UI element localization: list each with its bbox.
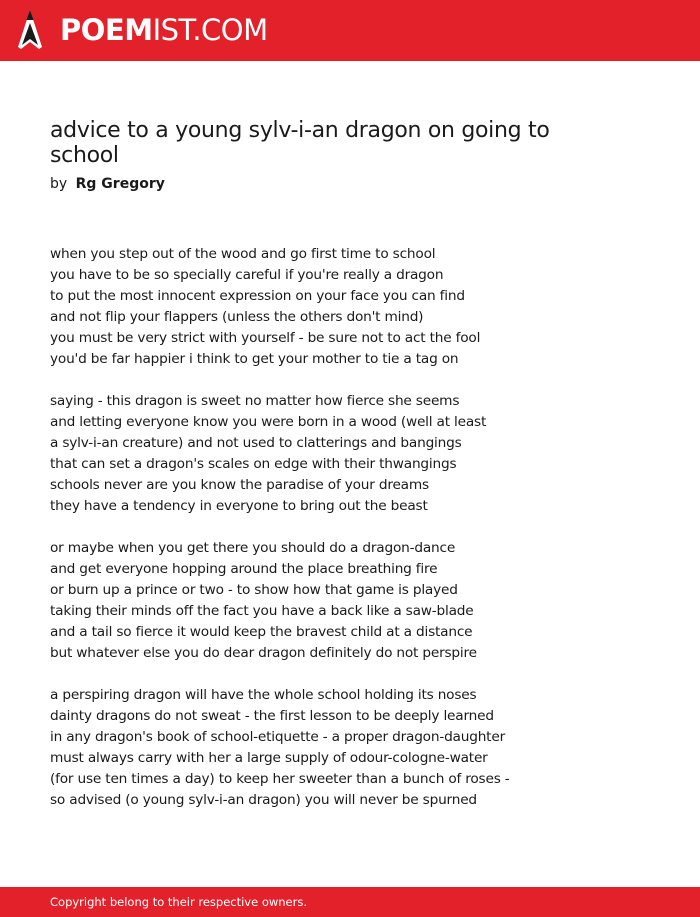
poem-line: in any dragon's book of school-etiquette - a proper dragon-daughter	[50, 729, 506, 745]
logo-text	[60, 9, 268, 51]
poem-line: a perspiring dragon will have the whole school holding its noses	[50, 687, 477, 703]
poem-line: or burn up a prince or two - to show how that game is played	[50, 582, 458, 598]
stanza	[50, 685, 670, 811]
poem-line: so advised (o young sylv-i-an dragon) you will never be spurned	[50, 792, 477, 808]
stanza	[50, 391, 670, 517]
poem-line: and not flip your flappers (unless the others don't mind)	[50, 309, 424, 325]
stanza	[50, 538, 670, 664]
poem-line: saying - this dragon is sweet no matter how fierce she seems	[50, 393, 460, 409]
site-footer	[0, 887, 700, 917]
poem-line: but whatever else you do dear dragon definitely do not perspire	[50, 645, 477, 661]
poem-line: and letting everyone know you were born in a wood (well at least	[50, 414, 487, 430]
copyright-text: Copyright belong to their respective owners.	[50, 895, 308, 909]
poem-line: you'd be far happier i think to get your mother to tie a tag on	[50, 351, 459, 367]
poem-line: a sylv-i-an creature) and not used to clatterings and bangings	[50, 435, 462, 451]
byline	[50, 175, 165, 193]
stanza	[50, 244, 670, 370]
poem-title: advice to a young sylv-i-an dragon on going to school	[50, 118, 550, 168]
pencil-tip-icon	[17, 9, 43, 51]
poem-line: and a tail so fierce it would keep the bravest child at a distance	[50, 624, 473, 640]
poem-line: that can set a dragon's scales on edge with their thwangings	[50, 456, 457, 472]
poem-line: schools never are you know the paradise of your dreams	[50, 477, 429, 493]
logo-text-strong: POEM	[60, 13, 153, 47]
logo-text-light: IST.COM	[152, 13, 268, 47]
poem-line: taking their minds off the fact you have a back like a saw-blade	[50, 603, 474, 619]
poem-line: or maybe when you get there you should do a dragon-dance	[50, 540, 456, 556]
poem-line: you must be very strict with yourself - be sure not to act the fool	[50, 330, 481, 346]
poem-line: dainty dragons do not sweat - the first lesson to be deeply learned	[50, 708, 494, 724]
poem-line: they have a tendency in everyone to bring out the beast	[50, 498, 428, 514]
site-header	[0, 0, 700, 61]
poem-line: and get everyone hopping around the place breathing fire	[50, 561, 438, 577]
poem-body	[50, 244, 670, 832]
poem-line: when you step out of the wood and go first time to school	[50, 246, 436, 262]
site-logo[interactable]	[17, 9, 268, 51]
by-label: by	[50, 176, 68, 192]
poem-line: (for use ten times a day) to keep her sweeter than a bunch of roses -	[50, 771, 510, 787]
poem-line: must always carry with her a large supply of odour-cologne-water	[50, 750, 488, 766]
poem-line: you have to be so specially careful if you're really a dragon	[50, 267, 444, 283]
poem-line: to put the most innocent expression on your face you can find	[50, 288, 465, 304]
author-link[interactable]: Rg Gregory	[75, 176, 165, 192]
